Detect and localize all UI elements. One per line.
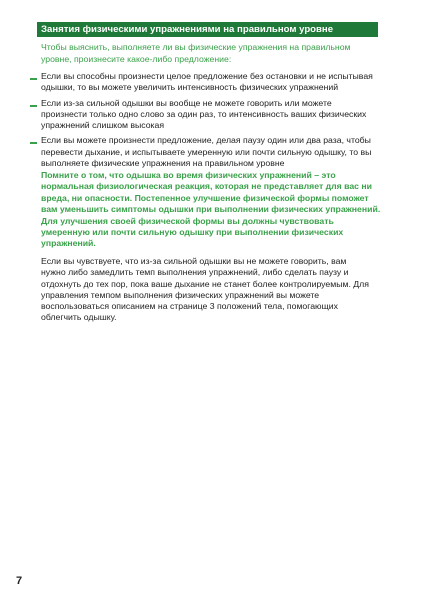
intro-text: Чтобы выяснить, выполняете ли вы физические упражнения на правильном уровне, произнесите какое-либо предложение: [41,42,351,64]
bullet-list [30,71,375,173]
bullet-dash-icon [30,105,37,107]
bullet-item [30,71,375,94]
section-title-bar [37,22,378,37]
bullet-text: Если из-за сильной одышки вы вообще не можете говорить или можете произнести только одно слово за один раз, то интенсивность ваших физических упражнений слишком высокая [41,97,367,131]
section-title: Занятия физическими упражнениями на правильном уровне [41,24,334,35]
bullet-dash-icon [30,142,37,144]
bullet-dash-icon [30,78,37,80]
highlight-note: Помните о том, что одышка во время физических упражнений – это нормальная физиологическая реакция, которая не представляет для вас ни вреда, ни опасности. Постепенное улучшение физической формы поможет вам уменьшить симптомы одышки при выполнении физических упражнений. Для улучшения своей физической формы вы должны чувствовать умеренную или почти сильную одышку при выполнении физических упражнений. [41,170,381,249]
bullet-text: Если вы можете произнести предложение, делая паузу один или два раза, чтобы перевести дыхание, и испытываете умеренную или почти сильную одышку, то вы выполняете физические упражнения на правильном уровне [41,135,372,169]
bullet-text: Если вы способны произнести целое предложение без остановки и не испытывая одышки, то вы можете увеличить интенсивность физических упражнений [41,71,373,93]
page-number: 7 [16,575,23,587]
body-paragraph: Если вы чувствуете, что из-за сильной одышки вы не можете говорить, вам нужно либо замедлить темп выполнения упражнений, либо сделать паузу и отдохнуть до тех пор, пока ваше дыхание не станет более контролируемым. Для управления темпом выполнения физических упражнений вы можете воспользоваться описанием на странице 3 положений тела, помогающих облегчить одышку. [41,256,369,323]
bullet-item [30,135,375,169]
bullet-item [30,98,375,132]
